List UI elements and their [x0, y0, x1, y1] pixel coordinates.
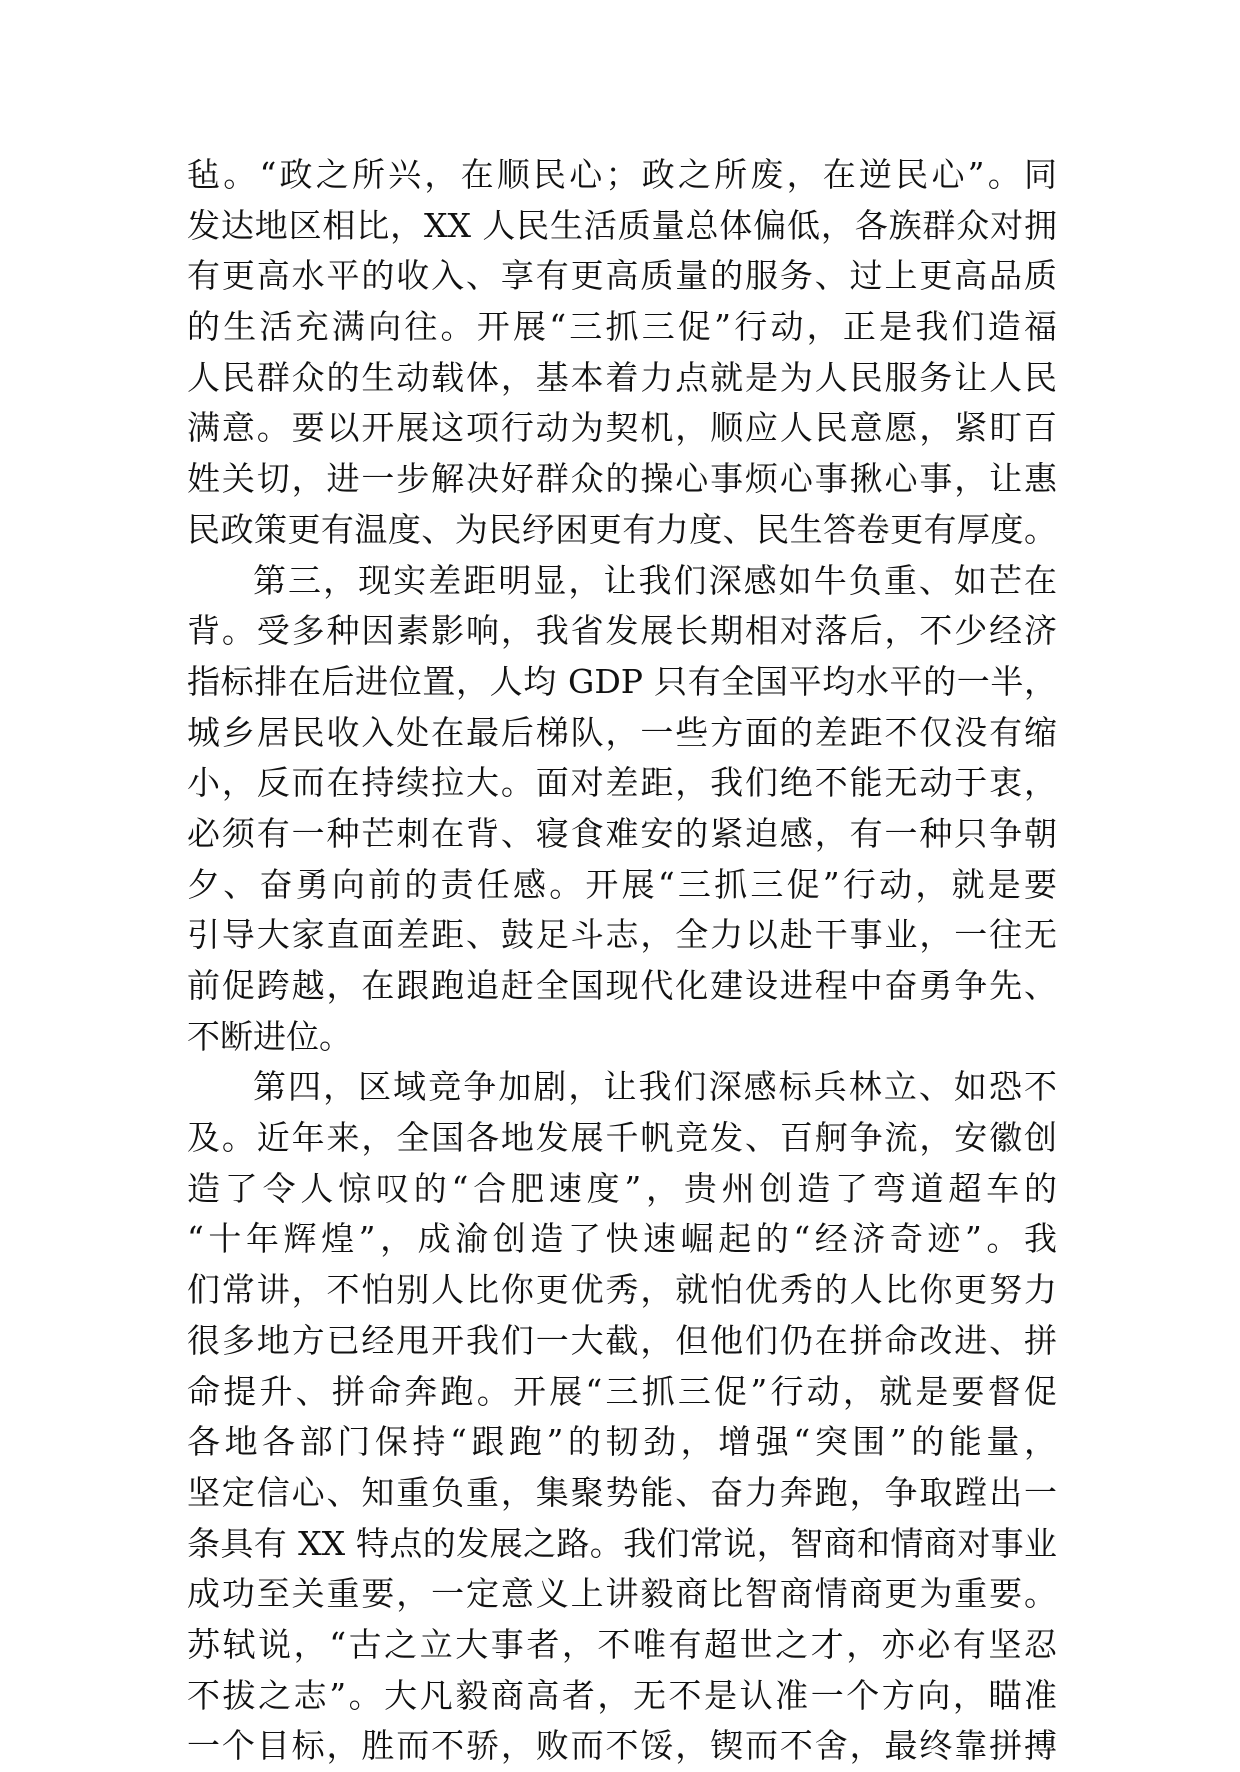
text-line: 小，反而在持续拉大。面对差距，我们绝不能无动于衷， [187, 763, 1057, 803]
text-line: 条具有 XX 特点的发展之路。我们常说，智商和情商对事业 [187, 1523, 1057, 1563]
body-text [187, 150, 1057, 1772]
text-line: 各地各部门保持“跟跑”的韧劲，增强“突围”的能量， [187, 1422, 1057, 1462]
text-line: 毡。“政之所兴，在顺民心；政之所废，在逆民心”。同 [187, 155, 1057, 194]
text-line: 背。受多种因素影响，我省发展长期相对落后，不少经济 [187, 611, 1057, 651]
text-line: 夕、奋勇向前的责任感。开展“三抓三促”行动，就是要 [187, 864, 1057, 904]
text-line: 命提升、拼命奔跑。开展“三抓三促”行动，就是要督促 [187, 1371, 1057, 1411]
text-line: 坚定信心、知重负重，集聚势能、奋力奔跑，争取蹚出一 [187, 1472, 1057, 1512]
text-line: 有更高水平的收入、享有更高质量的服务、过上更高品质 [187, 256, 1057, 296]
text-line: 不拔之志”。大凡毅商高者，无不是认准一个方向，瞄准 [187, 1675, 1057, 1715]
text-line: 城乡居民收入处在最后梯队，一些方面的差距不仅没有缩 [187, 712, 1057, 752]
text-line: 及。近年来，全国各地发展千帆竞发、百舸争流，安徽创 [187, 1118, 1057, 1158]
text-line: 们常讲，不怕别人比你更优秀，就怕优秀的人比你更努力 [187, 1270, 1057, 1310]
text-line: 发达地区相比，XX 人民生活质量总体偏低，各族群众对拥 [187, 205, 1057, 245]
text-line: 指标排在后进位置，人均 GDP 只有全国平均水平的一半， [187, 661, 1057, 701]
text-line: 姓关切，进一步解决好群众的操心事烦心事揪心事，让惠 [187, 459, 1057, 499]
paragraph-end-line: 不断进位。 [187, 1016, 352, 1056]
text-line: 很多地方已经甩开我们一大截，但他们仍在拼命改进、拼 [187, 1320, 1057, 1360]
text-line: 的生活充满向往。开展“三抓三促”行动，正是我们造福 [187, 307, 1057, 347]
text-line: 造了令人惊叹的“合肥速度”，贵州创造了弯道超车的 [187, 1168, 1057, 1208]
text-line: 一个目标，胜而不骄，败而不馁，锲而不舍，最终靠拼搏 [187, 1726, 1057, 1766]
text-line: 前促跨越，在跟跑追赶全国现代化建设进程中奋勇争先、 [187, 966, 1057, 1005]
text-line: 必须有一种芒刺在背、寝食难安的紧迫感，有一种只争朝 [187, 813, 1057, 853]
text-line: 苏轼说，“古之立大事者，不唯有超世之才，亦必有坚忍 [187, 1624, 1057, 1664]
text-line: 引导大家直面差距、鼓足斗志，全力以赴干事业，一往无 [187, 915, 1057, 955]
paragraph-start-line: 第三，现实差距明显，让我们深感如牛负重、如芒在 [253, 560, 1057, 600]
text-line: 人民群众的生动载体，基本着力点就是为人民服务让人民 [187, 357, 1057, 397]
text-line: 成功至关重要，一定意义上讲毅商比智商情商更为重要。 [187, 1574, 1057, 1614]
paragraph-start-line: 第四，区域竞争加剧，让我们深感标兵林立、如恐不 [253, 1067, 1057, 1107]
text-line: “十年辉煌”，成渝创造了快速崛起的“经济奇迹”。我 [187, 1219, 1057, 1259]
text-line: 满意。要以开展这项行动为契机，顺应人民意愿，紧盯百 [187, 408, 1057, 448]
text-line: 民政策更有温度、为民纾困更有力度、民生答卷更有厚度。 [187, 509, 1057, 549]
